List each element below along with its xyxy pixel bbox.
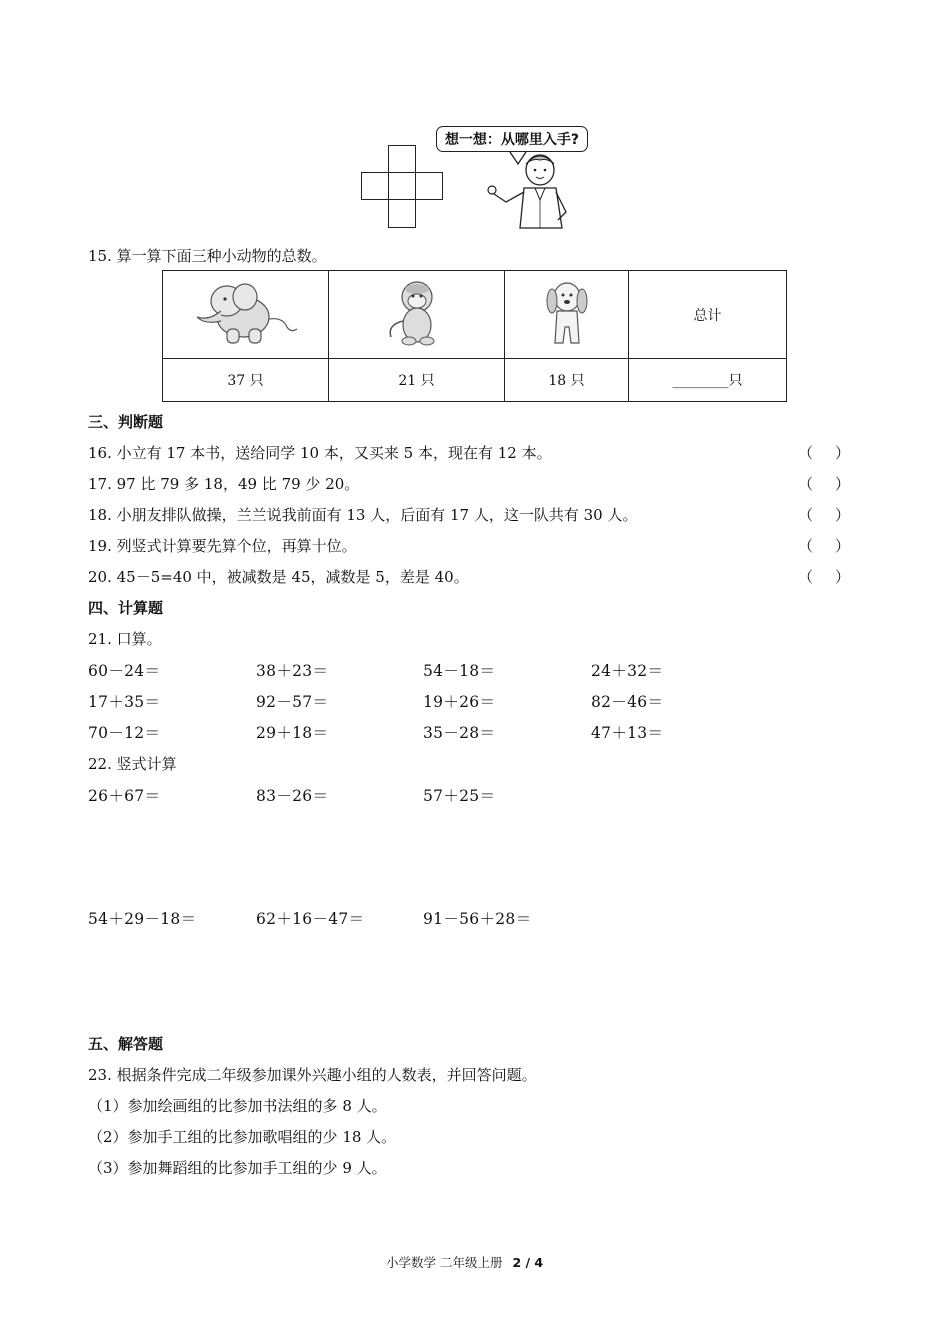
page-footer: [386, 1253, 543, 1271]
vertical-calc-item: 57＋25＝: [423, 787, 496, 805]
page-number: 2 / 4: [512, 1255, 544, 1270]
oral-calc-item: 92－57＝: [256, 693, 329, 711]
elephant-count: 37 只: [163, 359, 329, 402]
paren-open: （: [798, 568, 814, 586]
judgement-item-20: 20. 45－5=40 中，被减数是 45，减数是 5，差是 40。: [88, 568, 469, 586]
oral-calc-item: 38＋23＝: [256, 662, 329, 680]
question-21-label: 21. 口算。: [88, 630, 162, 648]
monkey-count: 21 只: [329, 359, 505, 402]
judgement-item-16: 16. 小立有 17 本书，送给同学 10 本，又买来 5 本，现在有 12 本。: [88, 444, 552, 462]
answer-parens-20[interactable]: [798, 566, 850, 587]
oral-calc-item: 54－18＝: [423, 662, 496, 680]
answer-parens-18[interactable]: [798, 504, 850, 525]
paren-close: ）: [834, 537, 850, 555]
oral-calc-item: 24＋32＝: [591, 662, 664, 680]
answer-parens-16[interactable]: [798, 442, 850, 463]
paren-close: ）: [834, 475, 850, 493]
section-3-title: 三、判断题: [88, 413, 164, 431]
monkey-cell: [329, 271, 505, 359]
paren-open: （: [798, 506, 814, 524]
condition-3: （3）参加舞蹈组的比参加手工组的少 9 人。: [88, 1159, 387, 1177]
paren-open: （: [798, 475, 814, 493]
judgement-item-18: 18. 小朋友排队做操，兰兰说我前面有 13 人，后面有 17 人，这一队共有 30 人。: [88, 506, 638, 524]
monkey-icon: [377, 277, 457, 349]
speech-bubble: 想一想：从哪里入手?: [436, 126, 588, 152]
elephant-cell: [163, 271, 329, 359]
boy-thinking-illustration: [440, 150, 590, 230]
answer-parens-19[interactable]: [798, 535, 850, 556]
total-header-cell: 总计: [629, 271, 787, 359]
vertical-calc-item: 91－56＋28＝: [423, 910, 532, 928]
dog-count: 18 只: [505, 359, 629, 402]
oral-calc-item: 35－28＝: [423, 724, 496, 742]
vertical-calc-item: 26＋67＝: [88, 787, 161, 805]
paren-open: （: [798, 537, 814, 555]
section-5-title: 五、解答题: [88, 1035, 164, 1053]
oral-calc-item: 70－12＝: [88, 724, 161, 742]
paren-close: ）: [834, 506, 850, 524]
judgement-item-19: 19. 列竖式计算要先算个位，再算十位。: [88, 537, 357, 555]
oral-calc-item: 47＋13＝: [591, 724, 664, 742]
paren-close: ）: [834, 568, 850, 586]
oral-calc-item: 82－46＝: [591, 693, 664, 711]
footer-subject: 小学数学 二年级上册: [386, 1255, 503, 1270]
section-4-title: 四、计算题: [88, 599, 164, 617]
judgement-item-17: 17. 97 比 79 多 18，49 比 79 少 20。: [88, 475, 360, 493]
question-23: 23. 根据条件完成二年级参加课外兴趣小组的人数表，并回答问题。: [88, 1066, 537, 1084]
condition-2: （2）参加手工组的比参加歌唱组的少 18 人。: [88, 1128, 397, 1146]
total-answer-blank[interactable]: ________只: [629, 359, 787, 402]
paren-close: ）: [834, 444, 850, 462]
oral-calc-item: 19＋26＝: [423, 693, 496, 711]
animal-count-table: [162, 270, 787, 402]
dog-icon: [537, 277, 597, 349]
oral-calc-item: 60－24＝: [88, 662, 161, 680]
oral-calc-item: 29＋18＝: [256, 724, 329, 742]
vertical-calc-item: 54＋29－18＝: [88, 910, 197, 928]
question-22-label: 22. 竖式计算: [88, 755, 177, 773]
condition-1: （1）参加绘画组的比参加书法组的多 8 人。: [88, 1097, 387, 1115]
oral-calc-item: 17＋35＝: [88, 693, 161, 711]
paren-open: （: [798, 444, 814, 462]
elephant-icon: [191, 277, 301, 349]
answer-parens-17[interactable]: [798, 473, 850, 494]
question-15: 15. 算一算下面三种小动物的总数。: [88, 247, 327, 265]
dog-cell: [505, 271, 629, 359]
vertical-calc-item: 83－26＝: [256, 787, 329, 805]
vertical-calc-item: 62＋16－47＝: [256, 910, 365, 928]
